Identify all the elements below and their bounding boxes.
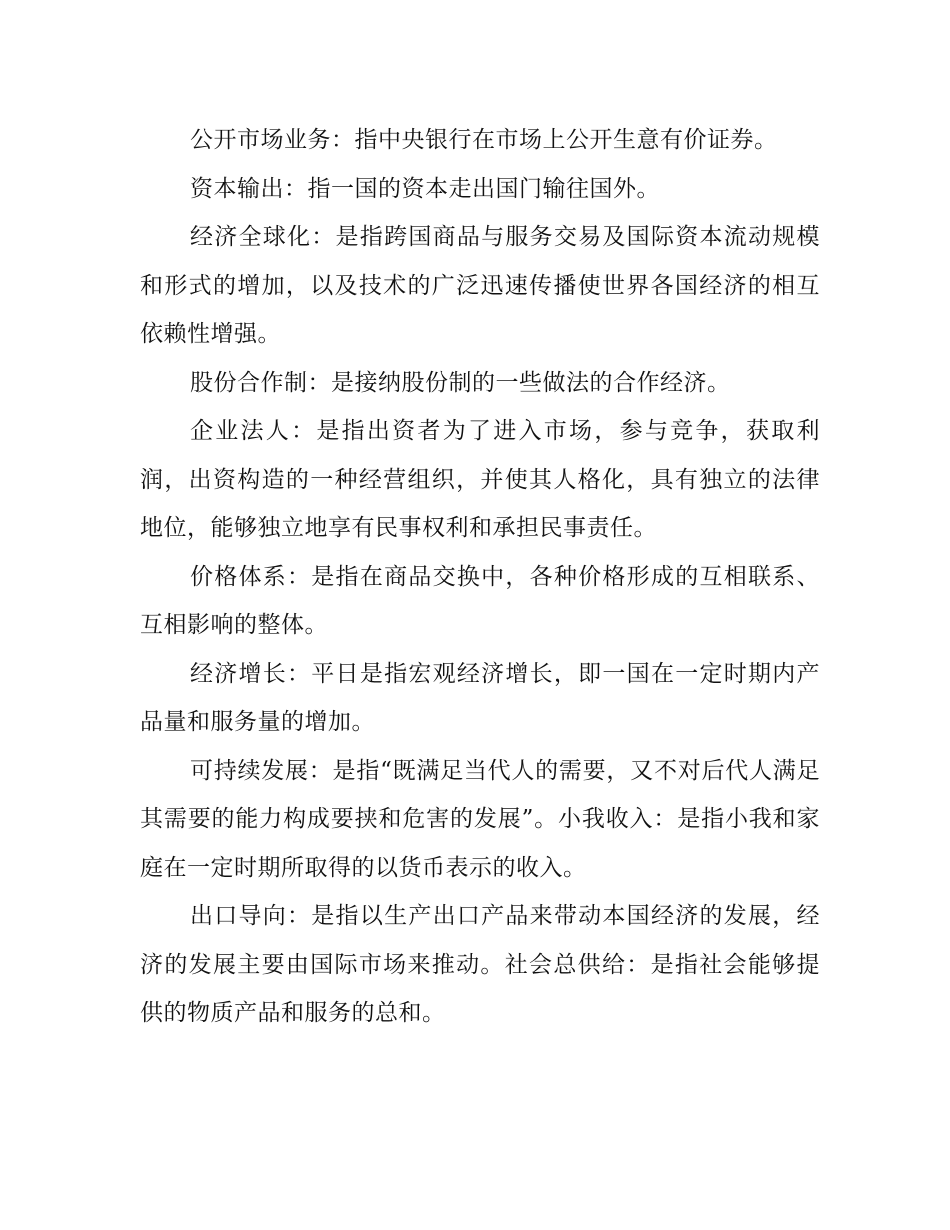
- paragraph-sustainable-development: 可持续发展：是指“既满足当代人的需要，又不对后代人满足其需要的能力构成要挟和危害的发展”。小我收入：是指小我和家庭在一定时期所取得的以货币表示的收入。: [140, 757, 820, 881]
- paragraph-export-oriented: 出口导向：是指以生产出口产品来带动本国经济的发展，经济的发展主要由国际市场来推动。社会总供给：是指社会能够提供的物质产品和服务的总和。: [140, 903, 820, 1026]
- paragraph-open-market: 公开市场业务：指中央银行在市场上公开生意有价证券。: [190, 127, 778, 153]
- paragraph-capital-export: 资本输出：指一国的资本走出国门输往国外。: [190, 175, 660, 202]
- paragraph-globalization: 经济全球化：是指跨国商品与服务交易及国际资本流动规模和形式的增加，以及技术的广泛迅速传播使世界各国经济的相互依赖性增强。: [140, 224, 820, 347]
- paragraph-price-system: 价格体系：是指在商品交换中，各种价格形成的互相联系、互相影响的整体。: [140, 563, 820, 638]
- document-body: [140, 116, 820, 1038]
- paragraph-economic-growth: 经济增长：平日是指宏观经济增长，即一国在一定时期内产品量和服务量的增加。: [140, 660, 820, 735]
- paragraph-corporate-legal-person: 企业法人：是指出资者为了进入市场，参与竞争，获取利润，出资构造的一种经营组织，并使其人格化，具有独立的法律地位，能够独立地享有民事权利和承担民事责任。: [140, 418, 820, 541]
- paragraph-joint-stock-cooperative: 股份合作制：是接纳股份制的一些做法的合作经济。: [190, 369, 731, 396]
